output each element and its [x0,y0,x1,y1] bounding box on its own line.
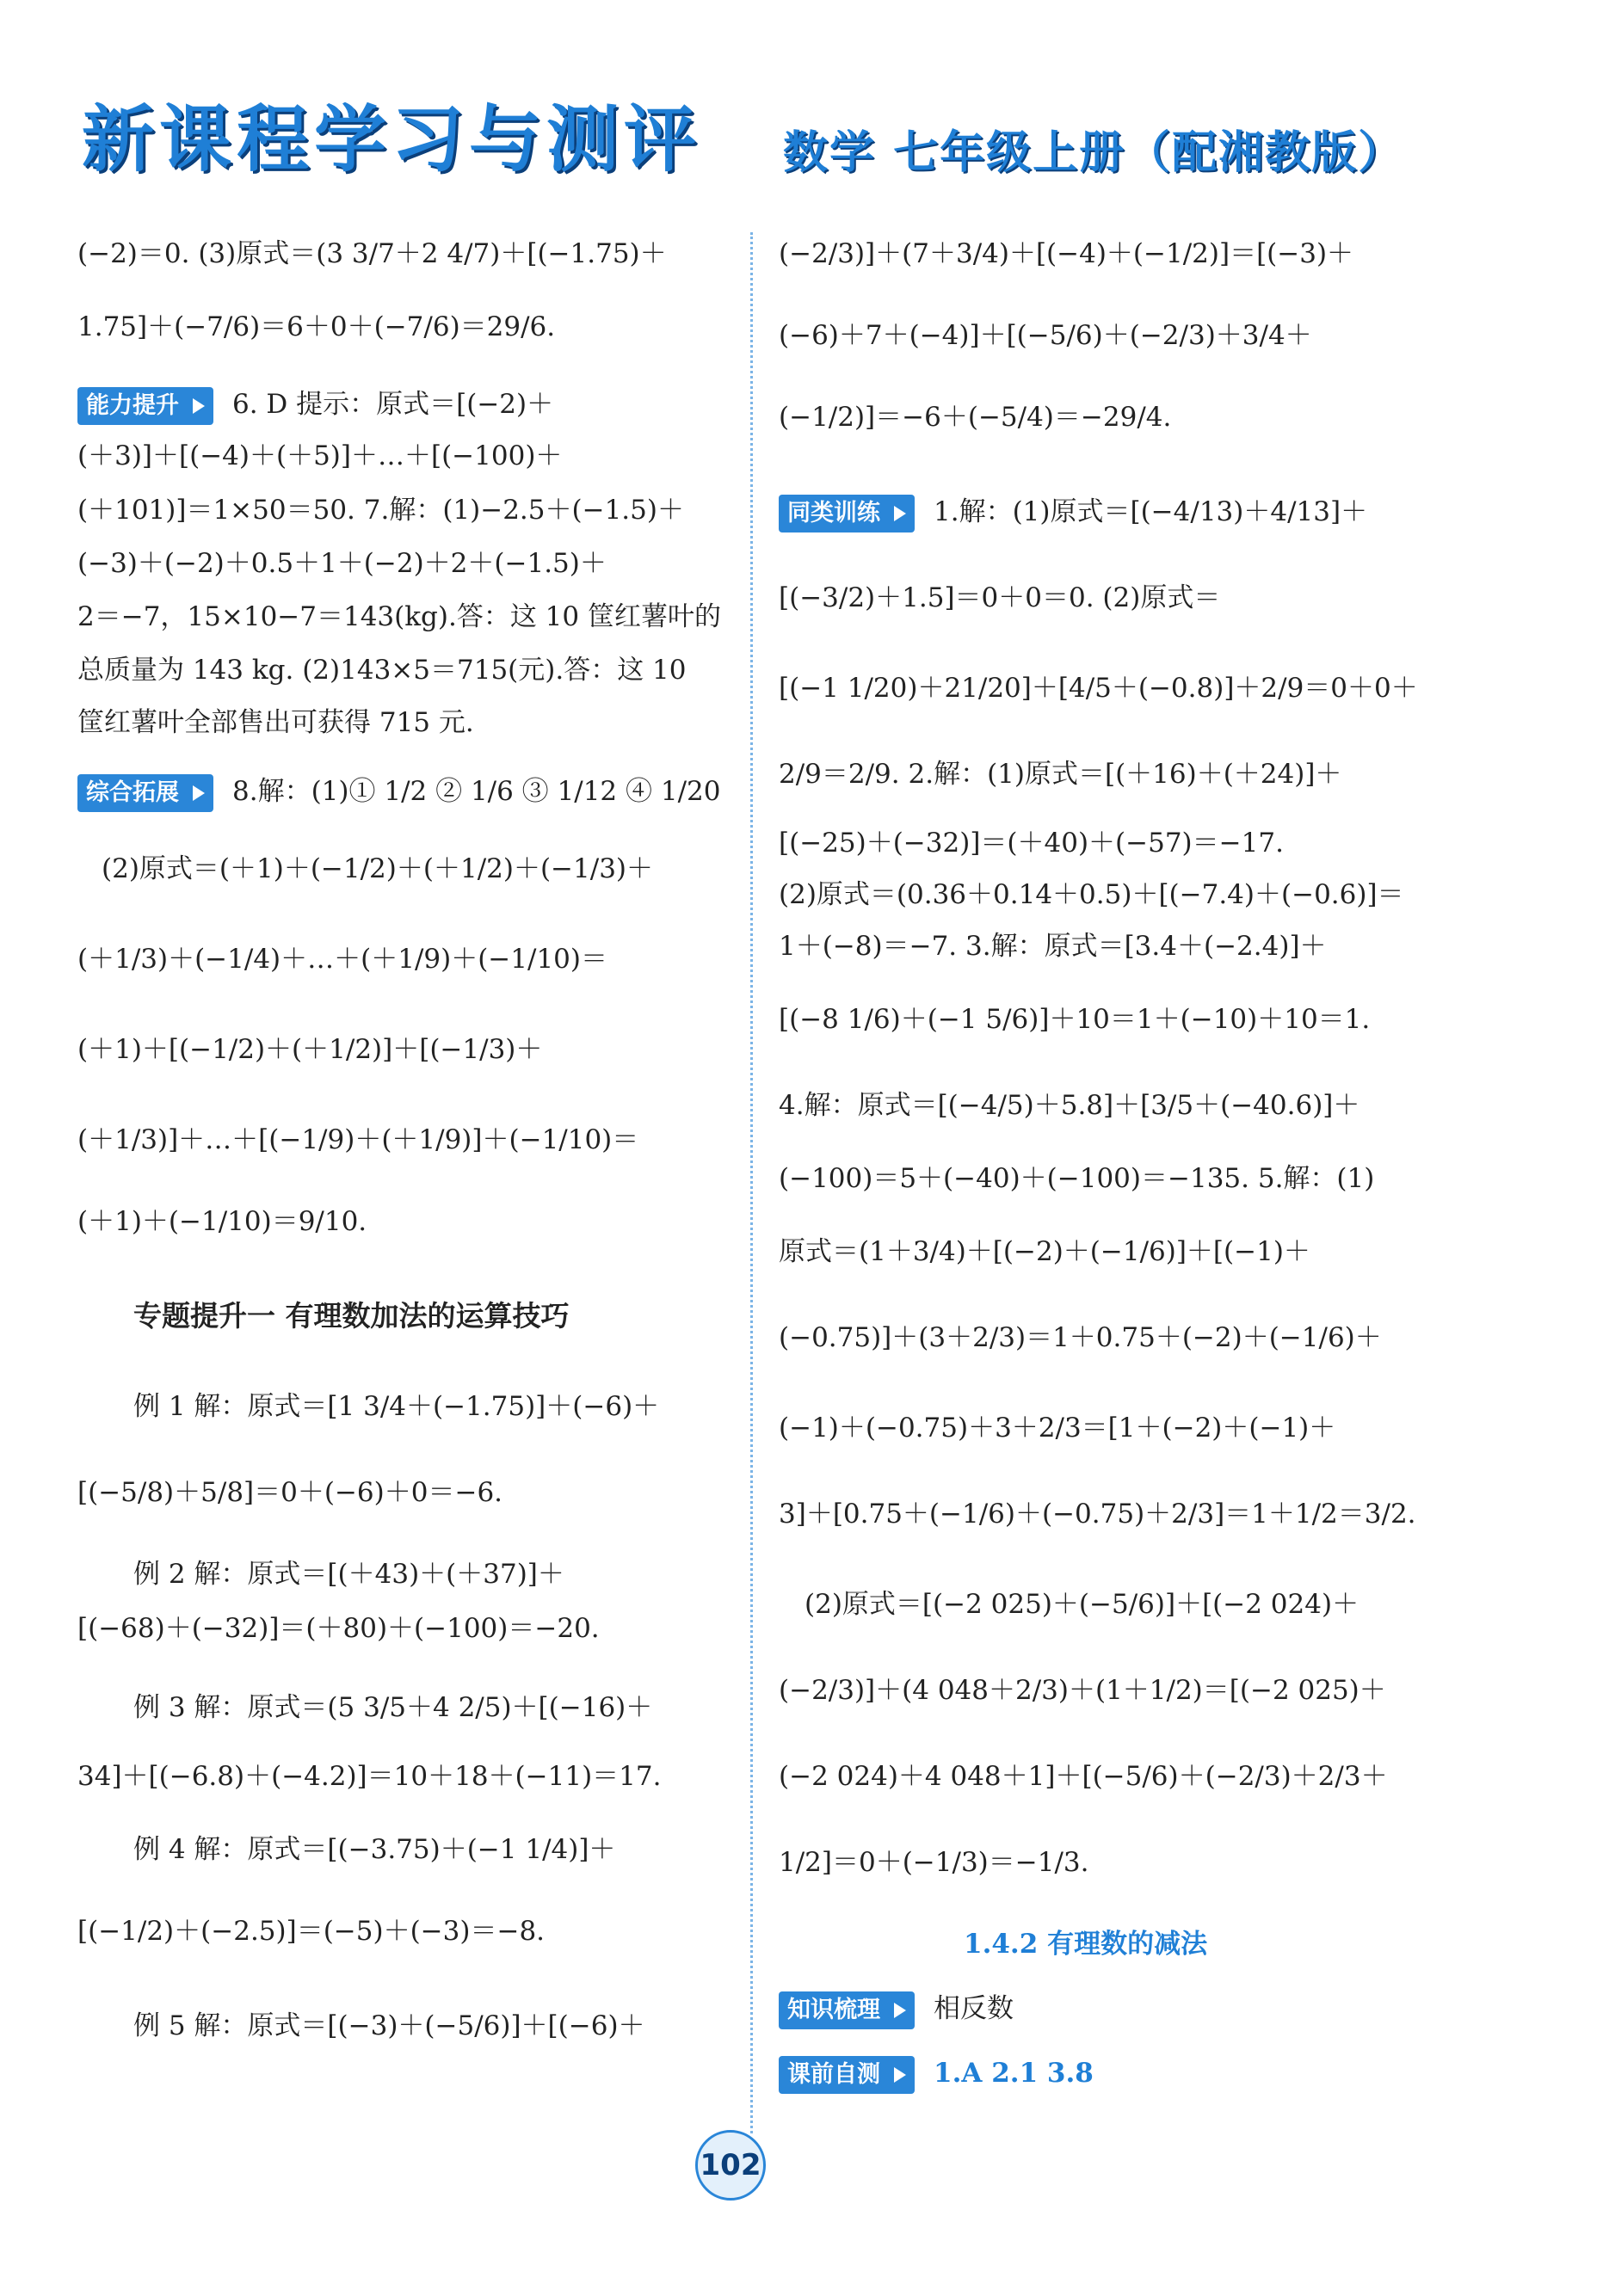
text-line: [(−5/8)＋5/8]＝0＋(−6)＋0＝−6. [77,1477,503,1508]
text-line: (−1/2)]＝−6＋(−5/4)＝−29/4. [779,402,1172,433]
text-line: 例 3 解：原式＝(5 3/5＋4 2/5)＋[(−16)＋ [133,1692,653,1723]
text-line: (＋1)＋(−1/10)＝9/10. [77,1206,367,1237]
text-line: 2/9＝2/9. 2.解：(1)原式＝[(＋16)＋(＋24)]＋ [779,759,1342,790]
text-line: 3]＋[0.75＋(−1/6)＋(−0.75)＋2/3]＝1＋1/2＝3/2. [779,1499,1416,1530]
topic-heading: 专题提升一 有理数加法的运算技巧 [133,1299,570,1333]
text-line: 筐红薯叶全部售出可获得 715 元. [77,707,474,738]
text-line: (＋101)]＝1×50＝50. 7.解：(1)−2.5＋(−1.5)＋ [77,495,684,526]
section-heading: 1.4.2 有理数的减法 [964,1929,1208,1960]
text-line: [(−8 1/6)＋(−1 5/6)]＋10＝1＋(−10)＋10＝1. [779,1004,1371,1035]
text-line: [(−25)＋(−32)]＝(＋40)＋(−57)＝−17. [779,828,1284,859]
text-line: 34]＋[(−6.8)＋(−4.2)]＝10＋18＋(−11)＝17. [77,1761,662,1792]
text-line: (2)原式＝[(−2 025)＋(−5/6)]＋[(−2 024)＋ [805,1589,1359,1620]
text-line-body: 6. D 提示：原式＝[(−2)＋ [232,389,554,420]
text-line: (＋1/3)]＋…＋[(−1/9)＋(＋1/9)]＋(−1/10)＝ [77,1124,639,1155]
text-line: [(−1 1/20)＋21/20]＋[4/5＋(−0.8)]＋2/9＝0＋0＋ [779,673,1418,704]
text-line: (−2)＝0. (3)原式＝(3 3/7＋2 4/7)＋[(−1.75)＋ [77,238,667,269]
text-line: 总质量为 143 kg. (2)143×5＝715(元).答：这 10 [77,655,687,686]
text-line: 1＋(−8)＝−7. 3.解：原式＝[3.4＋(−2.4)]＋ [779,931,1327,962]
text-line: 2＝−7，15×10−7＝143(kg).答：这 10 筐红薯叶的 [77,601,721,632]
text-line [779,486,1367,538]
book-subtitle: 数学 七年级上册（配湘教版） [783,127,1405,179]
text-line: 例 2 解：原式＝[(＋43)＋(＋37)]＋ [133,1559,564,1590]
text-line: 例 5 解：原式＝[(−3)＋(−5/6)]＋[(−6)＋ [133,2010,645,2041]
text-line: (−2/3)]＋(7＋3/4)＋[(−4)＋(−1/2)]＝[(−3)＋ [779,238,1354,269]
text-line: (2)原式＝(＋1)＋(−1/2)＋(＋1/2)＋(−1/3)＋ [102,853,654,884]
book-title: 新课程学习与测评 [82,97,702,182]
column-divider [750,232,753,2133]
text-line [77,766,720,817]
text-line-body: 1.解：(1)原式＝[(−4/13)＋4/13]＋ [934,496,1368,527]
text-line: [(−68)＋(−32)]＝(＋80)＋(−100)＝−20. [77,1613,600,1644]
page-number: 102 [695,2130,766,2201]
text-line: (−2 024)＋4 048＋1]＋[(−5/6)＋(−2/3)＋2/3＋ [779,1761,1388,1792]
text-line: [(−3/2)＋1.5]＝0＋0＝0. (2)原式＝ [779,582,1221,613]
text-line: (−3)＋(−2)＋0.5＋1＋(−2)＋2＋(−1.5)＋ [77,548,607,579]
section-tag-similar: 同类训练 [779,495,915,532]
text-line: 1/2]＝0＋(−1/3)＝−1/3. [779,1847,1089,1878]
section-tag-ability: 能力提升 [77,387,213,425]
section-tag-comprehensive: 综合拓展 [77,774,213,812]
text-line [779,1983,1014,2034]
text-line: (−2/3)]＋(4 048＋2/3)＋(1＋1/2)＝[(−2 025)＋ [779,1675,1386,1706]
text-line [77,379,553,430]
text-line: [(−1/2)＋(−2.5)]＝(−5)＋(−3)＝−8. [77,1916,546,1947]
text-line [779,2047,1094,2099]
section-tag-pretest: 课前自测 [779,2056,915,2094]
section-tag-knowledge: 知识梳理 [779,1991,915,2029]
text-line: 原式＝(1＋3/4)＋[(−2)＋(−1/6)]＋[(−1)＋ [779,1236,1310,1267]
text-line: (＋1)＋[(−1/2)＋(＋1/2)]＋[(−1/3)＋ [77,1034,543,1065]
text-line: (＋3)]＋[(−4)＋(＋5)]＋…＋[(−100)＋ [77,440,563,471]
text-line: 例 4 解：原式＝[(−3.75)＋(−1 1/4)]＋ [133,1834,616,1865]
text-line: (−1)＋(−0.75)＋3＋2/3＝[1＋(−2)＋(−1)＋ [779,1413,1336,1443]
text-line: (−100)＝5＋(−40)＋(−100)＝−135. 5.解：(1) [779,1163,1375,1194]
text-line: (−6)＋7＋(−4)]＋[(−5/6)＋(−2/3)＋3/4＋ [779,320,1312,351]
text-line: 4.解：原式＝[(−4/5)＋5.8]＋[3/5＋(−40.6)]＋ [779,1090,1360,1121]
text-line-body: 8.解：(1)① 1/2 ② 1/6 ③ 1/12 ④ 1/20 [232,776,721,807]
text-line-body: 1.A 2.1 3.8 [934,2058,1094,2089]
text-line-body: 相反数 [934,1993,1014,2024]
text-line: 1.75]＋(−7/6)＝6＋0＋(−7/6)＝29/6. [77,311,556,342]
text-line: (＋1/3)＋(−1/4)＋…＋(＋1/9)＋(−1/10)＝ [77,944,607,975]
text-line: (2)原式＝(0.36＋0.14＋0.5)＋[(−7.4)＋(−0.6)]＝ [779,879,1404,910]
text-line: 例 1 解：原式＝[1 3/4＋(−1.75)]＋(−6)＋ [133,1391,660,1422]
page-header [0,0,1603,206]
text-line: (−0.75)]＋(3＋2/3)＝1＋0.75＋(−2)＋(−1/6)＋ [779,1322,1382,1353]
